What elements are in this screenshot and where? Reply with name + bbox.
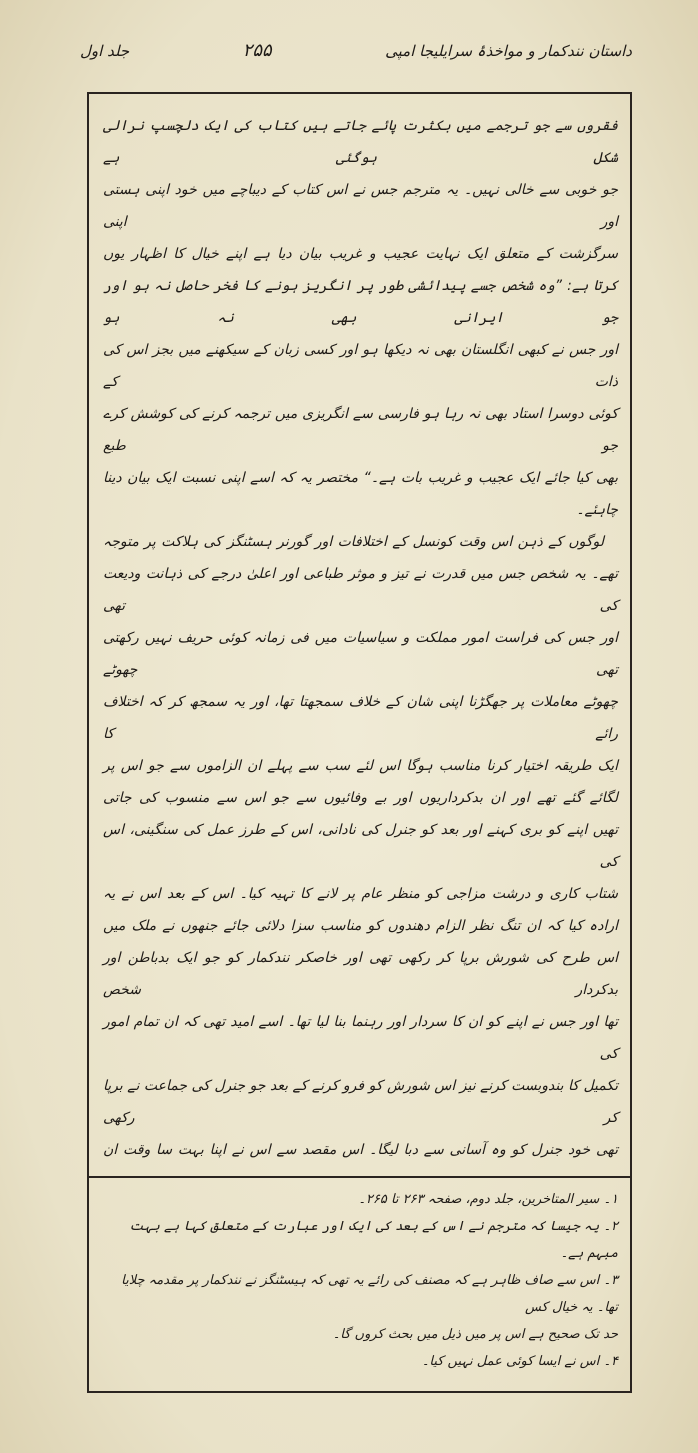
body-line: چھوٹے معاملات پر جھگڑنا اپنی شان کے خلاف سمجھتا تھا، اور یہ سمجھ کر کہ اختلاف رائے کا: [103, 694, 618, 742]
body-line: جو خوبی سے خالی نہیں۔ یہ مترجم جس نے اس کتاب کے دیباچے میں خود اپنی ہستی اور اپنی: [103, 182, 618, 230]
body-text: [89, 94, 630, 1176]
footnote: ۴۔ اس نے ایسا کوئی عمل نہیں کیا۔: [421, 1354, 618, 1369]
body-line: ارادہ کیا کہ ان تنگ نظر الزام دھندوں کو مناسب سزا دلائی جائے جنھوں نے ملک میں: [103, 918, 618, 934]
body-line: ایک طریقہ اختیار کرنا مناسب ہوگا اس لئے سب سے پہلے ان الزاموں سے جو اس پر: [103, 758, 618, 774]
footnote: ۳۔ اس سے صاف ظاہر ہے کہ مصنف کی رائے یہ تھی کہ ہیسٹنگز نے نندکمار پر مقدمہ چلایا تھا۔ یہ خیال کس: [121, 1273, 618, 1315]
body-line: بھی کیا جائے ایک عجیب و غریب بات ہے۔“ مختصر یہ کہ اسے اپنی نسبت ایک بیان دینا چاہئے۔: [103, 470, 618, 518]
running-header: [80, 40, 632, 70]
body-line: فقروں سے جو ترجمے میں بکثرت پائے جاتے ہیں کتاب کی ایک دلچسپ نرالی شکل ہوگئی ہے: [103, 118, 618, 166]
body-line: لوگوں کے ذہن اس وقت کونسل کے اختلافات اور گورنر ہسٹنگز کی ہلاکت پر متوجہ: [103, 534, 604, 550]
body-line: سرگزشت کے متعلق ایک نہایت عجیب و غریب بیان دیا ہے اپنے خیال کا اظہار یوں: [103, 246, 618, 262]
body-line: شتاب کاری و درشت مزاجی کو منظر عام پر لانے کا تہیہ کیا۔ اس کے بعد اس نے یہ: [103, 886, 618, 902]
body-line: اور جس نے کبھی انگلستان بھی نہ دیکھا ہو اور کسی زبان کے سیکھنے میں بجز اس کی ذات کے: [103, 342, 618, 390]
body-line: لگائے گئے تھے اور ان بدکرداریوں اور بے وفائیوں سے جو اس سے منسوب کی جاتی: [103, 790, 618, 806]
volume-label: جلد اول: [80, 42, 130, 60]
page-number: ۲۵۵: [242, 40, 272, 61]
text-frame: [87, 92, 632, 1393]
footnote: ۱۔ سیر المتاخرین، جلد دوم، صفحہ ۲۶۳ تا ۲۶۵۔: [358, 1192, 618, 1207]
body-line: تکمیل کا بندوبست کرنے نیز اس شورش کو فرو کرنے کے بعد جو جنرل کی جماعت نے برپا کر رکھی: [103, 1078, 618, 1126]
body-line: تھے۔ یہ شخص جس میں قدرت نے تیز و موثر طباعی اور اعلیٰ درجے کی ذہانت ودیعت کی تھی: [103, 566, 618, 614]
body-line: تھی خود جنرل کو وہ آسانی سے دبا لیگا۔ اس مقصد سے اس نے اپنا بہت سا وقت ان: [103, 1142, 618, 1158]
body-line: کوئی دوسرا استاد بھی نہ رہا ہو فارسی سے انگریزی میں ترجمہ کرنے کی کوشش کرے جو طبع: [103, 406, 618, 454]
footnotes: [89, 1178, 630, 1391]
body-line: تھیں اپنے کو بری کہنے اور بعد کو جنرل کی نادانی، اس کے طرز عمل کی سنگینی، اس کی: [103, 822, 618, 870]
running-title: داستان نندکمار و مواخذۂ سرایلیجا امپی: [385, 42, 632, 60]
body-line: تھا اور جس نے اپنے کو ان کا سردار اور رہنما بنا لیا تھا۔ اسے امید تھی کہ ان تمام امور کی: [103, 1014, 618, 1062]
body-line: اس طرح کی شورش برپا کر رکھی تھی اور خاصکر نندکمار کو جو ایک بدباطن اور بدکردار شخص: [103, 950, 618, 998]
body-line: کرتا ہے: ”وہ شخص جسے پیدائشی طور پر انگریز ہونے کا فخر حاصل نہ ہو اور جو ایرانی بھی نہ ہو: [103, 278, 618, 326]
footnote: ۲۔ یہ جیسا کہ مترجم نے اس کے بعد کی ایک اور عبارت کے متعلق کہا ہے بہت مبہم ہے۔: [129, 1219, 618, 1261]
footnote: حد تک صحیح ہے اس پر میں ذیل میں بحث کروں گا۔: [332, 1327, 618, 1342]
body-line: اور جس کی فراست امور مملکت و سیاسیات میں فی زمانہ کوئی حریف نہیں رکھتی تھی چھوٹے: [103, 630, 618, 678]
